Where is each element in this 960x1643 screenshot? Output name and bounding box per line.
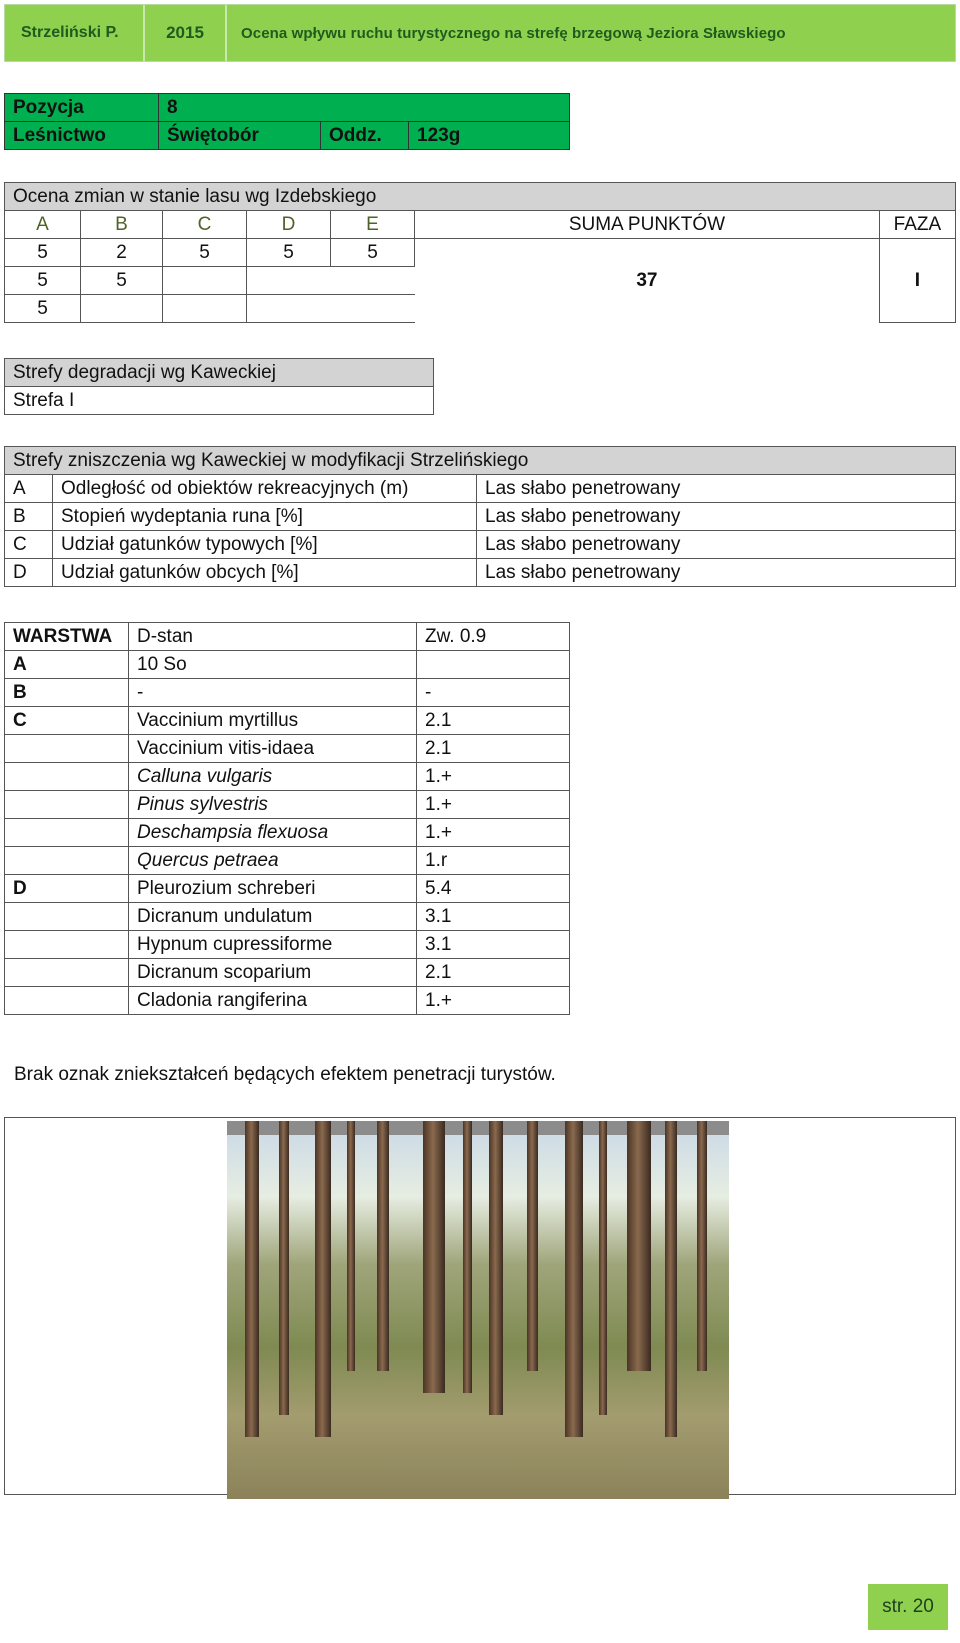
layer-cover-value: 1.+ <box>417 987 570 1015</box>
lesnictwo-label: Leśnictwo <box>5 122 159 150</box>
tree-trunk <box>377 1121 389 1371</box>
layer-species: Pinus sylvestris <box>129 791 417 819</box>
layer-cover-value: 2.1 <box>417 959 570 987</box>
layers-table <box>4 622 570 1015</box>
tree-trunk <box>423 1121 445 1393</box>
izdebski-col-c: C <box>163 211 247 239</box>
layer-row <box>5 847 570 875</box>
note-text: Brak oznak zniekształceń będących efektem penetracji turystów. <box>14 1064 556 1085</box>
destruction-result: Las słabo penetrowany <box>477 475 956 503</box>
izdebski-cell <box>163 295 247 323</box>
layer-species: Calluna vulgaris <box>129 763 417 791</box>
header-author: Strzeliński P. <box>5 5 145 61</box>
destruction-letter: D <box>5 559 53 587</box>
layer-cover-value: 2.1 <box>417 707 570 735</box>
tree-trunk <box>347 1121 355 1371</box>
layer-row <box>5 791 570 819</box>
layer-species: 10 So <box>129 651 417 679</box>
layer-row <box>5 679 570 707</box>
layer-letter: B <box>5 679 129 707</box>
layer-cover-value <box>417 651 570 679</box>
layer-cover-value: 5.4 <box>417 875 570 903</box>
izdebski-col-b: B <box>81 211 163 239</box>
izdebski-cell: 5 <box>163 239 247 267</box>
layer-row <box>5 875 570 903</box>
layer-letter <box>5 847 129 875</box>
layer-letter: A <box>5 651 129 679</box>
destruction-criterion: Udział gatunków typowych [%] <box>53 531 477 559</box>
layer-cover-value: 3.1 <box>417 931 570 959</box>
destruction-result: Las słabo penetrowany <box>477 531 956 559</box>
layer-cover-value: 1.+ <box>417 791 570 819</box>
layer-letter <box>5 931 129 959</box>
degradation-title: Strefy degradacji wg Kaweckiej <box>5 359 434 387</box>
destruction-title: Strefy zniszczenia wg Kaweckiej w modyfikacji Strzelińskiego <box>5 447 956 475</box>
tree-trunk <box>279 1121 289 1415</box>
layer-species: Hypnum cupressiforme <box>129 931 417 959</box>
layer-species: Deschampsia flexuosa <box>129 819 417 847</box>
oddz-label: Oddz. <box>321 122 409 150</box>
tree-trunk <box>315 1121 331 1437</box>
destruction-letter: C <box>5 531 53 559</box>
izdebski-cell: 5 <box>247 239 331 267</box>
destruction-criterion: Stopień wydeptania runa [%] <box>53 503 477 531</box>
layer-species: Vaccinium myrtillus <box>129 707 417 735</box>
sum-value: 37 <box>415 239 880 323</box>
izdebski-cell <box>163 267 247 295</box>
layer-row <box>5 763 570 791</box>
phase-value: I <box>879 239 955 323</box>
izdebski-cell: 5 <box>331 239 415 267</box>
page-number: str. 20 <box>868 1584 948 1630</box>
tree-trunk <box>665 1121 677 1437</box>
layer-row <box>5 735 570 763</box>
sum-label: SUMA PUNKTÓW <box>415 211 880 239</box>
pozycja-label: Pozycja <box>5 94 159 122</box>
layer-letter: D <box>5 875 129 903</box>
tree-trunk <box>697 1121 707 1371</box>
layer-row <box>5 651 570 679</box>
izdebski-cell: 5 <box>81 267 163 295</box>
izdebski-cell <box>247 267 415 295</box>
oddz-value: 123g <box>409 122 570 150</box>
layer-letter <box>5 903 129 931</box>
izdebski-cell: 5 <box>5 295 81 323</box>
layer-cover-value: 1.+ <box>417 763 570 791</box>
layer-letter <box>5 735 129 763</box>
layer-species: Dicranum undulatum <box>129 903 417 931</box>
lesnictwo-value: Świętobór <box>159 122 321 150</box>
tree-trunk <box>489 1121 503 1415</box>
izdebski-cell <box>81 295 163 323</box>
izdebski-col-a: A <box>5 211 81 239</box>
destruction-criterion: Odległość od obiektów rekreacyjnych (m) <box>53 475 477 503</box>
tree-trunk <box>599 1121 607 1415</box>
layer-species: Dicranum scoparium <box>129 959 417 987</box>
izdebski-col-e: E <box>331 211 415 239</box>
destruction-criterion: Udział gatunków obcych [%] <box>53 559 477 587</box>
pozycja-value: 8 <box>159 94 570 122</box>
layer-letter: C <box>5 707 129 735</box>
layer-letter <box>5 959 129 987</box>
tree-trunk <box>527 1121 538 1371</box>
layer-species: - <box>129 679 417 707</box>
degradation-value: Strefa I <box>5 387 434 415</box>
layer-row <box>5 707 570 735</box>
position-table <box>4 93 570 150</box>
photo-caption-strip <box>227 1121 729 1135</box>
tree-trunk <box>627 1121 651 1371</box>
layer-species: Pleurozium schreberi <box>129 875 417 903</box>
layer-row <box>5 819 570 847</box>
layers-header-dstan: D-stan <box>129 623 417 651</box>
header-year: 2015 <box>145 5 227 61</box>
destruction-letter: A <box>5 475 53 503</box>
layer-cover-value: 3.1 <box>417 903 570 931</box>
layers-header-warstwa: WARSTWA <box>5 623 129 651</box>
layer-row <box>5 959 570 987</box>
destruction-table <box>4 446 956 587</box>
forest-photo <box>227 1121 729 1499</box>
layer-species: Vaccinium vitis-idaea <box>129 735 417 763</box>
layers-header-zw: Zw. 0.9 <box>417 623 570 651</box>
layer-letter <box>5 819 129 847</box>
layer-cover-value: - <box>417 679 570 707</box>
destruction-result: Las słabo penetrowany <box>477 503 956 531</box>
layer-letter <box>5 763 129 791</box>
layer-cover-value: 2.1 <box>417 735 570 763</box>
izdebski-cell: 5 <box>5 267 81 295</box>
layer-letter <box>5 987 129 1015</box>
page-header <box>4 4 956 62</box>
layer-cover-value: 1.+ <box>417 819 570 847</box>
destruction-letter: B <box>5 503 53 531</box>
layer-cover-value: 1.r <box>417 847 570 875</box>
layer-row <box>5 903 570 931</box>
degradation-table <box>4 358 434 415</box>
layer-row <box>5 931 570 959</box>
tree-trunk <box>245 1121 259 1437</box>
tree-trunk <box>565 1121 583 1437</box>
phase-label: FAZA <box>879 211 955 239</box>
izdebski-cell <box>247 295 415 323</box>
layer-species: Quercus petraea <box>129 847 417 875</box>
izdebski-cell: 5 <box>5 239 81 267</box>
izdebski-cell: 2 <box>81 239 163 267</box>
destruction-result: Las słabo penetrowany <box>477 559 956 587</box>
layer-row <box>5 987 570 1015</box>
layer-species: Cladonia rangiferina <box>129 987 417 1015</box>
izdebski-table <box>4 182 956 323</box>
layer-letter <box>5 791 129 819</box>
izdebski-title: Ocena zmian w stanie lasu wg Izdebskiego <box>5 183 956 211</box>
izdebski-col-d: D <box>247 211 331 239</box>
header-title: Ocena wpływu ruchu turystycznego na strefę brzegową Jeziora Sławskiego <box>241 24 786 42</box>
tree-trunk <box>463 1121 472 1393</box>
